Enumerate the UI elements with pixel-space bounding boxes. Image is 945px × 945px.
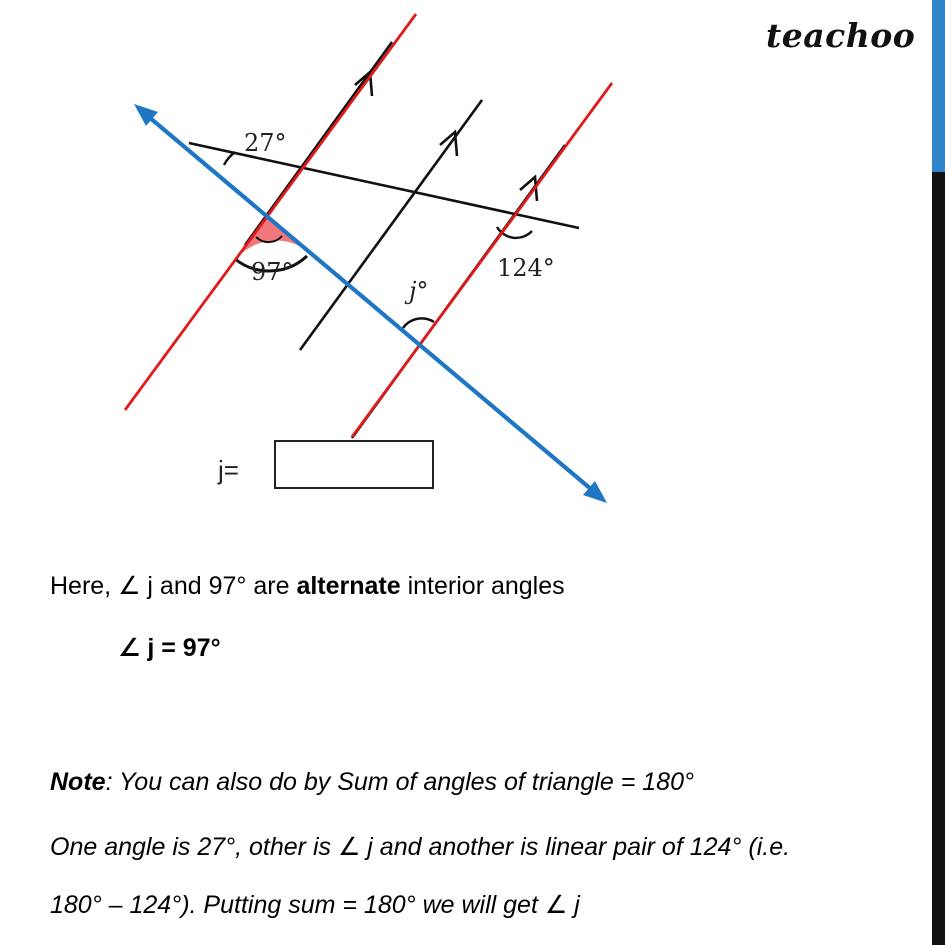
result-line: ∠ j = 97° xyxy=(118,634,221,662)
answer-box[interactable] xyxy=(275,441,433,488)
note-line: Note: You can also do by Sum of angles of triangle = 180° xyxy=(50,768,694,796)
angle-j-label: j° xyxy=(409,277,429,305)
sidebar-blue-bar xyxy=(932,0,945,172)
blue-transversal xyxy=(143,112,598,495)
angle-97-label: 97° xyxy=(251,258,294,286)
teachoo-logo: teachoo xyxy=(766,16,916,55)
answer-label: j= xyxy=(218,455,239,485)
explanation-line-2: One angle is 27°, other is ∠ j and another is linear pair of 124° (i.e. xyxy=(50,833,791,861)
angle-27-arc xyxy=(224,152,235,165)
angle-j-arc xyxy=(403,318,434,328)
explanation-line-1: Here, ∠ j and 97° are alternate interior angles xyxy=(50,572,565,600)
explanation-line-3: 180° – 124°). Putting sum = 180° we will get ∠ j xyxy=(50,891,580,919)
angle-124-label: 124° xyxy=(497,254,555,282)
angle-27-label: 27° xyxy=(244,129,287,157)
red-line-left xyxy=(125,14,416,410)
red-line-right xyxy=(352,83,612,437)
